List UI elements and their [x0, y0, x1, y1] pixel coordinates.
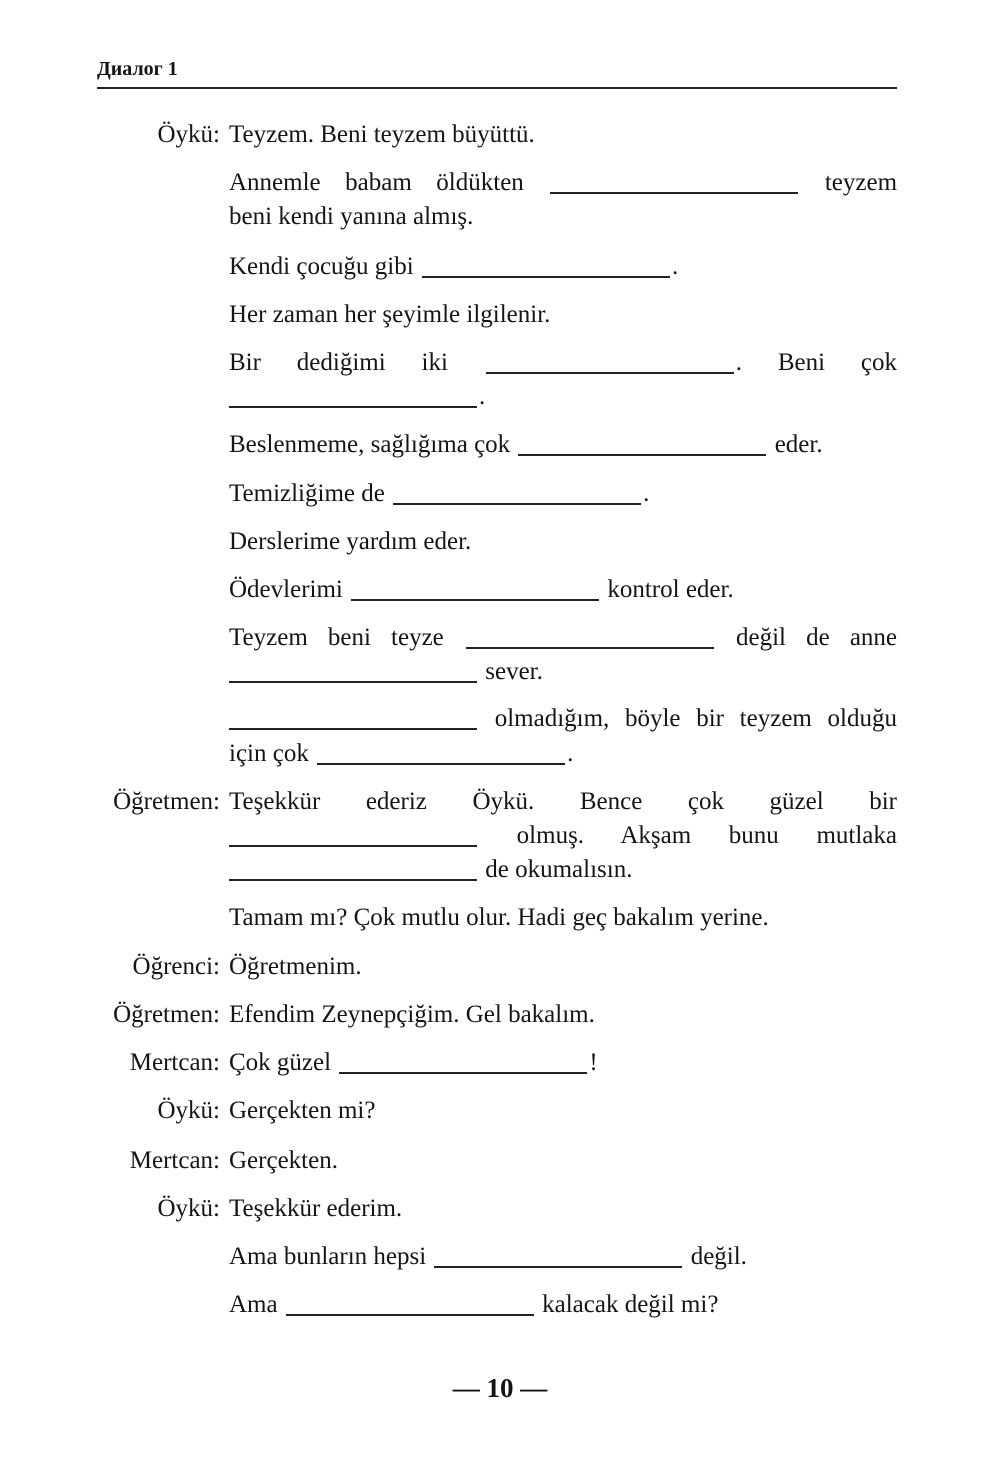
blank-field: [317, 763, 565, 765]
dialog-line: [229, 428, 897, 462]
dialog-line: [229, 250, 897, 284]
line-text: kalacak değil mi?: [542, 1291, 719, 1318]
line-text: olmadığım, böyle bir teyzem olduğu: [494, 705, 898, 732]
speaker-oyku: Öykü:: [157, 121, 220, 148]
page-header: Диалог 1: [97, 58, 178, 80]
dialog-line: Teyzem. Beni teyzem büyüttü.: [229, 121, 535, 148]
line-text: kontrol eder.: [607, 576, 734, 603]
line-text: Ama bunların hepsi: [229, 1243, 427, 1270]
blank-field: [339, 1072, 587, 1074]
blank-field: [422, 276, 670, 278]
dialog-line: Teşekkür ederiz Öykü. Bence çok güzel bir: [229, 788, 897, 815]
blank-field: [286, 1314, 534, 1316]
dialog-line: [229, 573, 897, 607]
line-text: .: [567, 740, 574, 767]
line-text: Kendi çocuğu gibi: [229, 253, 414, 280]
line-text: Beslenmeme, sağlığıma çok: [229, 431, 511, 458]
dialog-line: Efendim Zeynepçiğim. Gel bakalım.: [229, 1001, 595, 1028]
line-text: .: [643, 480, 650, 507]
line-text: Bir dediğimi iki: [229, 349, 448, 376]
line-text: . Beni çok: [735, 349, 897, 376]
blank-field: [434, 1266, 682, 1268]
dialog-line: [229, 1240, 897, 1274]
dialog-line: [229, 621, 897, 655]
blank-field: [229, 728, 477, 730]
dialog-line: [229, 655, 897, 689]
line-text: teyzem: [824, 169, 898, 196]
line-text: Çok güzel: [229, 1049, 332, 1076]
blank-field: [486, 372, 734, 374]
dialog-line: [229, 702, 897, 736]
line-text: Ama: [229, 1291, 278, 1318]
line-text: sever.: [485, 658, 543, 685]
blank-field: [351, 599, 599, 601]
blank-field: [393, 503, 641, 505]
dialog-line: Her zaman her şeyimle ilgilenir.: [229, 301, 551, 328]
line-text: olmuş. Akşam bunu mutlaka: [516, 822, 897, 849]
line-text: Ödevlerimi: [229, 576, 343, 603]
line-text: Temizliğime de: [229, 480, 385, 507]
line-text: de okumalısın.: [485, 856, 633, 883]
dialog-line: [229, 819, 897, 853]
dialog-line: Derslerime yardım eder.: [229, 528, 472, 555]
speaker-ogrenci: Öğrenci:: [132, 953, 220, 980]
speaker-ogretmen: Öğretmen:: [113, 1001, 220, 1028]
blank-field: [550, 192, 798, 194]
dialog-line: Gerçekten mi?: [229, 1097, 376, 1124]
dialog-line: [229, 380, 897, 414]
blank-field: [518, 454, 766, 456]
line-text: Teyzem beni teyze: [229, 624, 444, 651]
line-text: için çok: [229, 740, 309, 767]
speaker-oyku: Öykü:: [157, 1195, 220, 1222]
line-text: değil de anne: [736, 624, 898, 651]
dialog-line: [229, 1046, 897, 1080]
blank-field: [229, 879, 477, 881]
dialog-line: [229, 477, 897, 511]
dialog-line: Öğretmenim.: [229, 953, 362, 980]
line-text: eder.: [774, 431, 823, 458]
line-text: değil.: [690, 1243, 747, 1270]
dialog-line: [229, 346, 897, 380]
page-number: — 10 —: [452, 1373, 548, 1403]
dialog-line: Teşekkür ederim.: [229, 1195, 403, 1222]
dialog-line: Gerçekten.: [229, 1147, 338, 1174]
dialog-line: [229, 737, 897, 771]
speaker-ogretmen: Öğretmen:: [113, 788, 220, 815]
line-text: Annemle babam öldükten: [229, 169, 524, 196]
dialog-line: [229, 1288, 897, 1322]
speaker-mertcan: Mertcan:: [129, 1147, 220, 1174]
line-text: !: [589, 1049, 598, 1076]
dialog-line: [229, 853, 897, 887]
speaker-oyku: Öykü:: [157, 1097, 220, 1124]
dialog-line: [229, 166, 897, 200]
speaker-mertcan: Mertcan:: [129, 1049, 220, 1076]
blank-field: [229, 845, 477, 847]
dialog-line: beni kendi yanına almış.: [229, 203, 474, 230]
line-text: .: [671, 253, 679, 280]
blank-field: [466, 647, 714, 649]
dialog-line: Tamam mı? Çok mutlu olur. Hadi geç bakalım yerine.: [229, 904, 769, 931]
blank-field: [229, 681, 477, 683]
line-text: .: [479, 383, 486, 410]
blank-field: [229, 406, 477, 408]
